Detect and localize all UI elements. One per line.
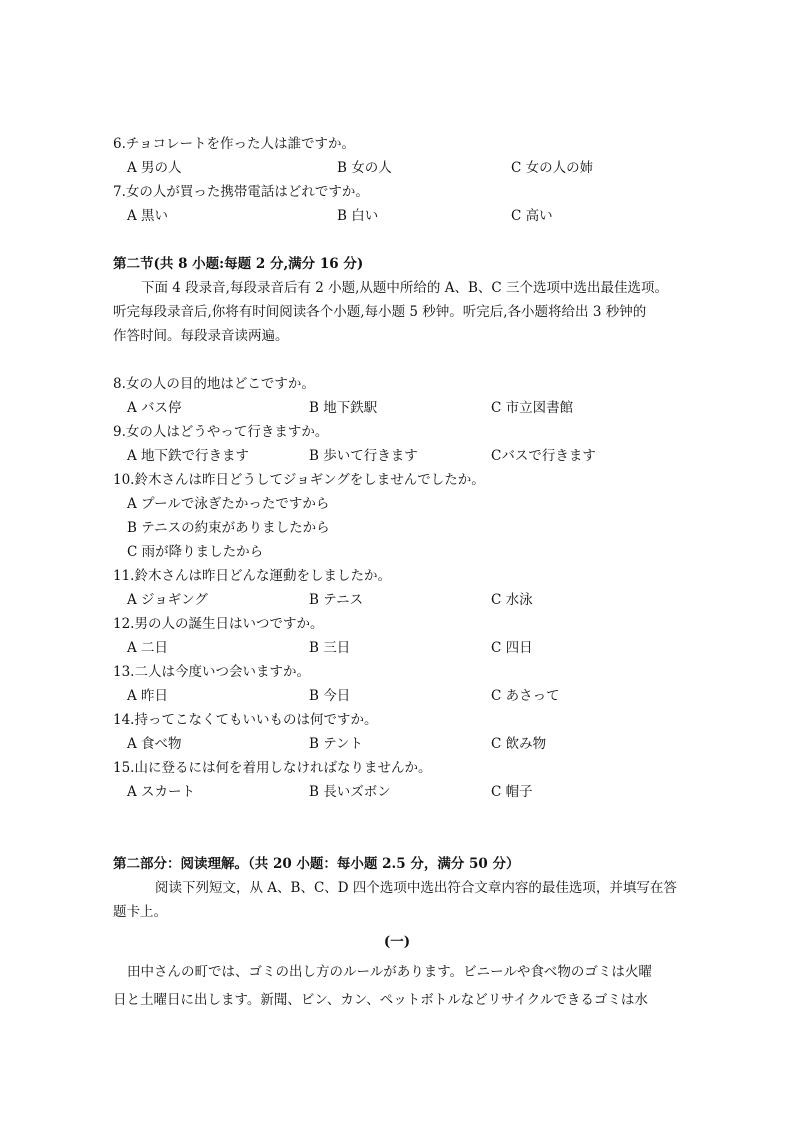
q10-option-c: C 雨が降りましたから xyxy=(127,544,264,560)
question-13: 13.二人は今度いつ会いますか。 xyxy=(113,664,310,680)
section-instructions-line-3: 作答时间。每段录音读两遍。 xyxy=(113,328,289,344)
section-heading: 第二节(共 8 小题:每题 2 分,满分 16 分) xyxy=(113,256,364,272)
question-14: 14.持ってこなくてもいいものは何ですか。 xyxy=(113,712,378,728)
passage-line-2: 日と土曜日に出します。新聞、ビン、カン、ペットボトルなどリサイクルできるゴミは水 xyxy=(113,992,648,1008)
question-11: 11.鈴木さんは昨日どんな運動をしましたか。 xyxy=(113,568,391,584)
question-12: 12.男の人の誕生日はいつですか。 xyxy=(113,616,324,632)
question-7: 7.女の人が買った携帯電話はどれですか。 xyxy=(113,184,369,200)
q13-option-a: A 昨日 xyxy=(127,688,169,704)
q14-option-c: C 飲み物 xyxy=(491,736,547,752)
q8-option-a: A バス停 xyxy=(127,400,182,416)
q15-option-a: A スカート xyxy=(127,784,196,800)
part2-instructions-line-2: 题卡上。 xyxy=(113,904,167,920)
question-8: 8.女の人の目的地はどこですか。 xyxy=(113,376,315,392)
passage-title: (一) xyxy=(383,934,411,950)
q8-option-c: C 市立図書館 xyxy=(491,400,574,416)
q9-option-b: B 歩いて行きます xyxy=(309,448,418,464)
q14-option-b: B テント xyxy=(309,736,364,752)
question-6: 6.チョコレートを作った人は誰ですか。 xyxy=(113,136,355,152)
section-instructions-line-1: 下面 4 段录音,每段录音后有 2 小题,从题中所给的 A、B、C 三个选项中选出最佳选项。 xyxy=(141,280,669,296)
part2-instructions-line-1: 阅读下列短文，从 A、B、C、D 四个选项中选出符合文章内容的最佳选项，并填写在答 xyxy=(155,880,677,896)
q9-option-c: Cバスで行きます xyxy=(491,448,596,464)
q13-option-c: C あさって xyxy=(491,688,560,704)
q6-option-a: A 男の人 xyxy=(127,160,182,176)
q12-option-c: C 四日 xyxy=(491,640,533,656)
q7-option-b: B 白い xyxy=(337,208,379,224)
q6-option-c: C 女の人の姉 xyxy=(511,160,594,176)
q6-option-b: B 女の人 xyxy=(337,160,392,176)
passage-line-1: 田中さんの町では、ゴミの出し方のルールがあります。ビニールや食べ物のゴミは火曜 xyxy=(127,964,652,980)
q15-option-b: B 長いズボン xyxy=(309,784,391,800)
q11-option-a: A ジョギング xyxy=(127,592,208,608)
q11-option-c: C 水泳 xyxy=(491,592,533,608)
q7-option-c: C 高い xyxy=(511,208,553,224)
q7-option-a: A 黒い xyxy=(127,208,169,224)
part2-heading: 第二部分：阅读理解。（共 20 小题：每小题 2.5 分，满分 50 分） xyxy=(113,856,520,872)
question-10: 10.鈴木さんは昨日どうしてジョギングをしませんでしたか。 xyxy=(113,472,485,488)
q10-option-a: A プールで泳ぎたかったですから xyxy=(127,496,330,512)
question-9: 9.女の人はどうやって行きますか。 xyxy=(113,424,329,440)
q14-option-a: A 食べ物 xyxy=(127,736,182,752)
q12-option-a: A 二日 xyxy=(127,640,169,656)
q13-option-b: B 今日 xyxy=(309,688,351,704)
q15-option-c: C 帽子 xyxy=(491,784,533,800)
q11-option-b: B テニス xyxy=(309,592,364,608)
q10-option-b: B テニスの約束がありましたから xyxy=(127,520,330,536)
q9-option-a: A 地下鉄で行きます xyxy=(127,448,250,464)
q8-option-b: B 地下鉄駅 xyxy=(309,400,378,416)
q12-option-b: B 三日 xyxy=(309,640,351,656)
question-15: 15.山に登るには何を着用しなければなりませんか。 xyxy=(113,760,432,776)
section-instructions-line-2: 听完每段录音后,你将有时间阅读各个小题,每小题 5 秒钟。听完后,各小题将给出 3 秒钟的 xyxy=(113,304,647,320)
